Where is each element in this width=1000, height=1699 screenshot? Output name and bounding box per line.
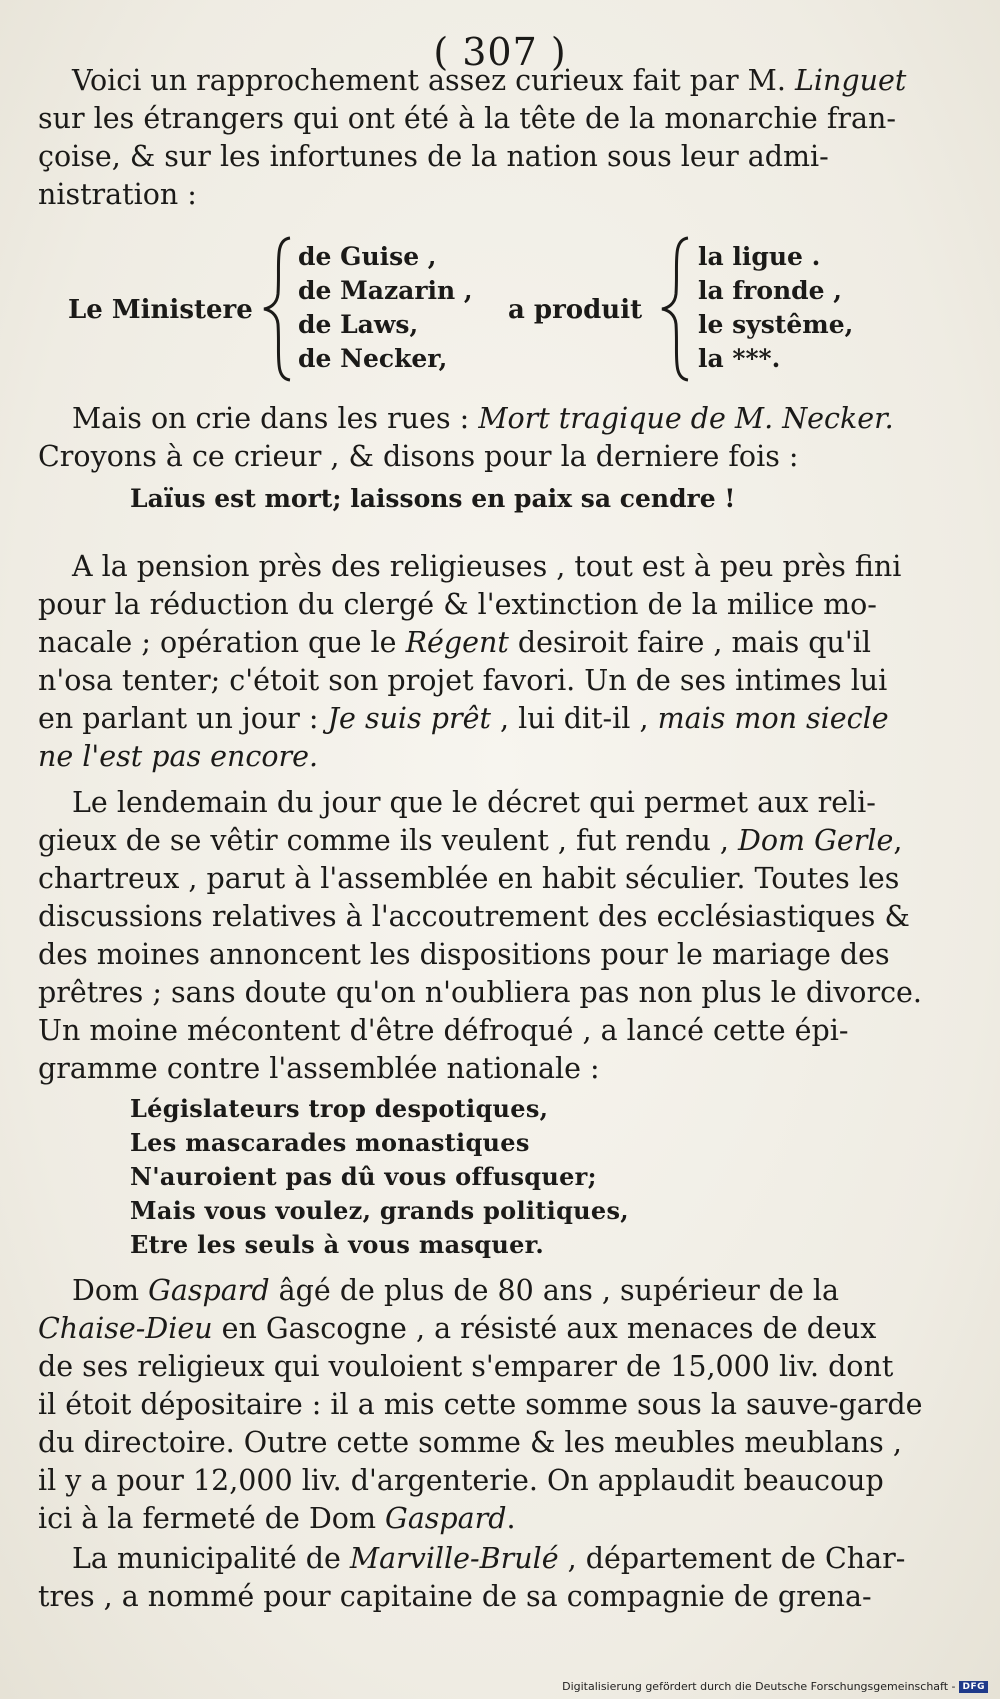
text-line: prêtres ; sans doute qu'on n'oubliera pas non plus le divorce. — [38, 976, 922, 1009]
text-line: gramme contre l'assemblée nationale : — [38, 1052, 600, 1085]
text-line: en Gascogne , a résisté aux menaces de deux — [212, 1312, 877, 1345]
text-line: chartreux , parut à l'assemblée en habit séculier. Toutes les — [38, 862, 900, 895]
text-line: pour la réduction du clergé & l'extinction de la milice mo- — [38, 588, 877, 621]
verse-line: Mais vous voulez, grands politiques, — [130, 1196, 629, 1225]
text-line: discussions relatives à l'accoutrement des ecclésiastiques & — [38, 900, 910, 933]
italic-name: Gaspard — [148, 1274, 270, 1307]
italic-place: Marville-Brulé — [349, 1542, 559, 1575]
text-line: Dom — [72, 1274, 149, 1307]
result-item: la ***. — [698, 344, 781, 373]
text-line: , lui dit-il , — [490, 702, 658, 735]
text-line: il étoit dépositaire : il a mis cette somme sous la sauve-garde — [38, 1388, 923, 1421]
result-item: la fronde , — [698, 276, 842, 305]
paragraph-dom-gerle — [38, 784, 940, 1088]
ministers-list — [298, 240, 473, 376]
verse-line: Etre les seuls à vous masquer. — [130, 1230, 545, 1259]
result-item: la ligue . — [698, 242, 821, 271]
text-line: de ses religieux qui vouloient s'emparer de 15,000 liv. dont — [38, 1350, 894, 1383]
italic-name: Dom Gerle — [738, 824, 894, 857]
paragraph-pension — [38, 548, 940, 776]
text-line: . — [506, 1502, 516, 1535]
minister-name: de Laws, — [298, 310, 419, 339]
digitization-footer — [562, 1680, 988, 1693]
verse-line: N'auroient pas dû vous offusquer; — [130, 1162, 597, 1191]
text-line: Croyons à ce crieur , & disons pour la derniere fois : — [38, 440, 799, 473]
text-line: Voici un rapprochement assez curieux fait par M. — [72, 64, 795, 97]
author-name: Linguet — [794, 64, 907, 97]
italic-quote: Je suis prêt — [327, 702, 491, 735]
text-line: , — [893, 824, 903, 857]
verse-line: Les mascarades monastiques — [130, 1128, 530, 1157]
text-line: A la pension près des religieuses , tout est à peu près fini — [72, 550, 902, 583]
minister-name: de Mazarin , — [298, 276, 473, 305]
ministere-table — [38, 240, 940, 390]
paragraph-necker — [38, 400, 940, 518]
minister-name: de Necker, — [298, 344, 448, 373]
ministere-verb: a produit — [508, 295, 643, 325]
dfg-logo-icon: DFG — [959, 1681, 988, 1693]
text-line: gieux de se vêtir comme ils veulent , fut rendu , — [38, 824, 738, 857]
text-line: La municipalité de — [72, 1542, 350, 1575]
text-line: n'osa tenter; c'étoit son projet favori. Un de ses intimes lui — [38, 664, 888, 697]
quote-line: Laïus est mort; laissons en paix sa cendre ! — [130, 484, 736, 513]
footer-text: Digitalisierung gefördert durch die Deutsche Forschungsgemeinschaft - — [562, 1680, 956, 1693]
paragraph-marville — [38, 1540, 940, 1616]
text-line: Un moine mécontent d'être défroqué , a lancé cette épi- — [38, 1014, 849, 1047]
verse-line: Législateurs trop despotiques, — [130, 1094, 549, 1123]
text-line: nacale ; opération que le — [38, 626, 406, 659]
text-line: il y a pour 12,000 liv. d'argenterie. On applaudit beaucoup — [38, 1464, 884, 1497]
text-line: Mais on crie dans les rues : — [72, 402, 479, 435]
page-number: ( 307 ) — [433, 30, 567, 74]
italic-name: Gaspard — [385, 1502, 507, 1535]
text-line: sur les étrangers qui ont été à la tête de la monarchie fran- — [38, 102, 896, 135]
left-brace-icon — [260, 234, 296, 384]
paragraph-intro — [38, 62, 940, 214]
text-line: çoise, & sur les infortunes de la nation sous leur admi- — [38, 140, 829, 173]
text-line: ici à la fermeté de Dom — [38, 1502, 386, 1535]
ministere-label: Le Ministere — [68, 295, 253, 325]
text-line: tres , a nommé pour capitaine de sa compagnie de grena- — [38, 1580, 872, 1613]
italic-place: Chaise-Dieu — [38, 1312, 213, 1345]
text-line: des moines annoncent les dispositions pour le mariage des — [38, 938, 890, 971]
text-line: desiroit faire , mais qu'il — [508, 626, 871, 659]
italic-quote: mais mon siecle — [657, 702, 889, 735]
italic-title: Mort tragique de M. Necker. — [478, 402, 894, 435]
text-line: du directoire. Outre cette somme & les meubles meublans , — [38, 1426, 902, 1459]
epigram — [130, 1092, 629, 1262]
text-line: nistration : — [38, 178, 197, 211]
results-list — [698, 240, 853, 376]
text-line: Le lendemain du jour que le décret qui permet aux reli- — [72, 786, 876, 819]
minister-name: de Guise , — [298, 242, 437, 271]
result-item: le systême, — [698, 310, 854, 339]
text-line: âgé de plus de 80 ans , supérieur de la — [269, 1274, 840, 1307]
italic-name: Régent — [405, 626, 509, 659]
italic-quote: ne l'est pas encore. — [38, 740, 319, 773]
text-line: en parlant un jour : — [38, 702, 328, 735]
text-line: , département de Char- — [558, 1542, 906, 1575]
paragraph-dom-gaspard — [38, 1272, 940, 1538]
left-brace-icon — [658, 234, 694, 384]
